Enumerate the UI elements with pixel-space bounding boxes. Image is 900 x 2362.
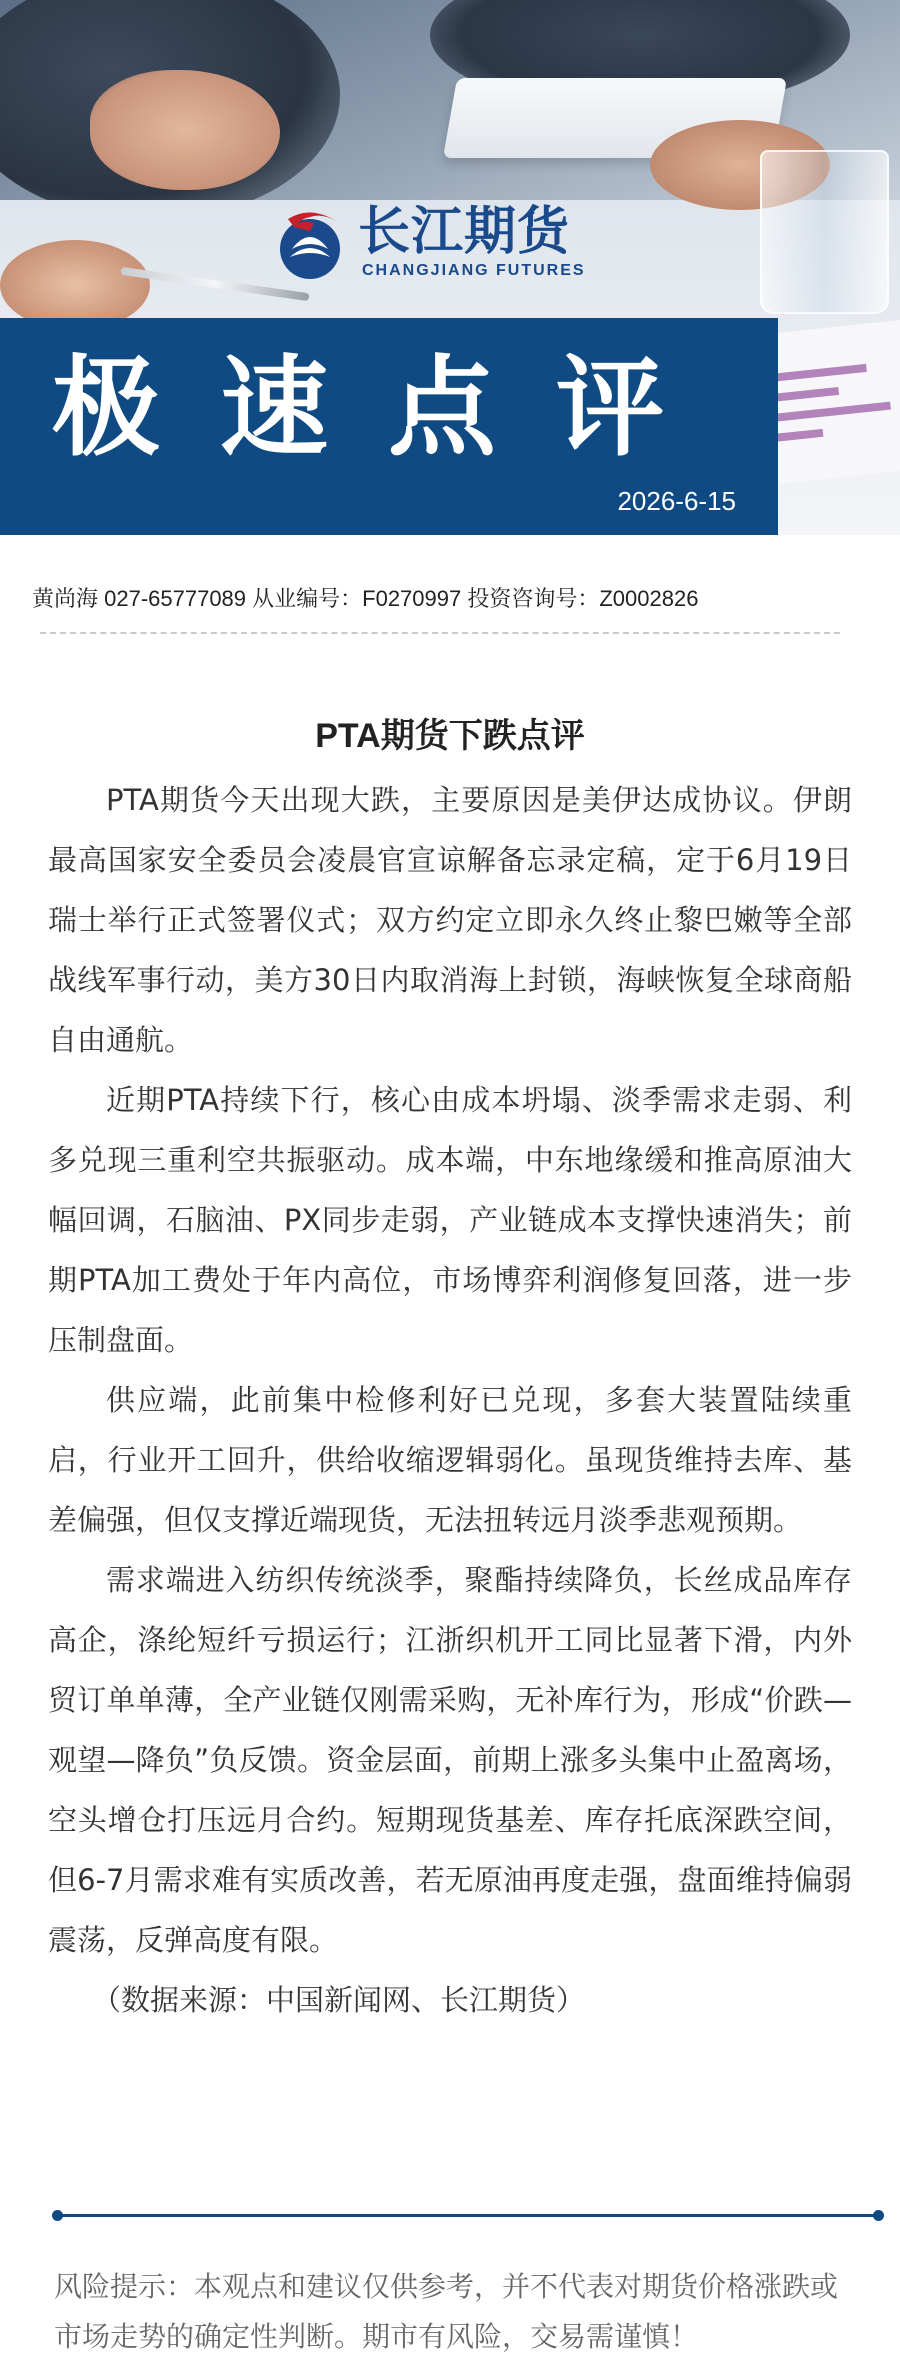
banner-title: 极速点评 xyxy=(52,345,725,471)
data-source-note: （数据来源：中国新闻网、长江期货） xyxy=(92,1983,586,2017)
footer-divider xyxy=(56,2214,880,2217)
divider-dot-left xyxy=(52,2210,63,2221)
paragraph: 供应端，此前集中检修利好已兑现，多套大装置陆续重启，行业开工回升，供给收缩逻辑弱化。虽现货维持去库、基差偏强，但仅支撑近端现货，无法扭转远月淡季悲观预期。 xyxy=(48,1383,852,1537)
clasped-hands xyxy=(90,70,280,190)
water-glass xyxy=(760,150,889,314)
brand-name-en: CHANGJIANG FUTURES xyxy=(362,262,586,279)
article-title: PTA期货下跌点评 xyxy=(315,717,585,755)
paragraph: 近期PTA持续下行，核心由成本坍塌、淡季需求走弱、利多兑现三重利空共振驱动。成本端，中东地缘缓和推高原油大幅回调，石脑油、PX同步走弱，产业链成本支撑快速消失；前期PTA加工费处于年内高位，市场博弈利润修复回落，进一步压制盘面。 xyxy=(48,1083,852,1357)
publish-date: 2026-6-15 xyxy=(617,486,736,516)
hand-with-pen xyxy=(0,240,150,330)
paragraph: 需求端进入纺织传统淡季，聚酯持续降负，长丝成品库存高企，涤纶短纤亏损运行；江浙织机开工同比显著下滑，内外贸订单单薄，全产业链仅刚需采购，无补库行为，形成“价跌—观望—降负”负反馈。资金层面，前期上涨多头集中止盈离场，空头增仓打压远月合约。短期现货基差、库存托底深跌空间，但6-7月需求难有实质改善，若无原油再度走强，盘面维持偏弱震荡，反弹高度有限。 xyxy=(48,1563,852,1957)
dashed-divider xyxy=(40,632,840,634)
analyst-info: 黄尚海 027-65777089 从业编号：F0270997 投资咨询号：Z0002826 xyxy=(32,586,699,611)
paragraph: PTA期货今天出现大跌，主要原因是美伊达成协议。伊朗最高国家安全委员会凌晨官宣谅解备忘录定稿，定于6月19日瑞士举行正式签署仪式；双方约定立即永久终止黎巴嫩等全部战线军事行动，美方30日内取消海上封锁，海峡恢复全球商船自由通航。 xyxy=(48,783,852,1057)
risk-notice-text: 风险提示：本观点和建议仅供参考，并不代表对期货价格涨跌或市场走势的确定性判断。期市有风险，交易需谨慎！ xyxy=(54,2270,839,2353)
title-banner xyxy=(0,318,778,535)
brand-name-cn: 长江期货 xyxy=(358,201,571,262)
article-body xyxy=(48,770,852,2030)
risk-notice xyxy=(54,2262,854,2362)
changjiang-dragon-logo-icon xyxy=(270,205,350,285)
company-logo xyxy=(270,200,650,290)
divider-dot-right xyxy=(873,2210,884,2221)
